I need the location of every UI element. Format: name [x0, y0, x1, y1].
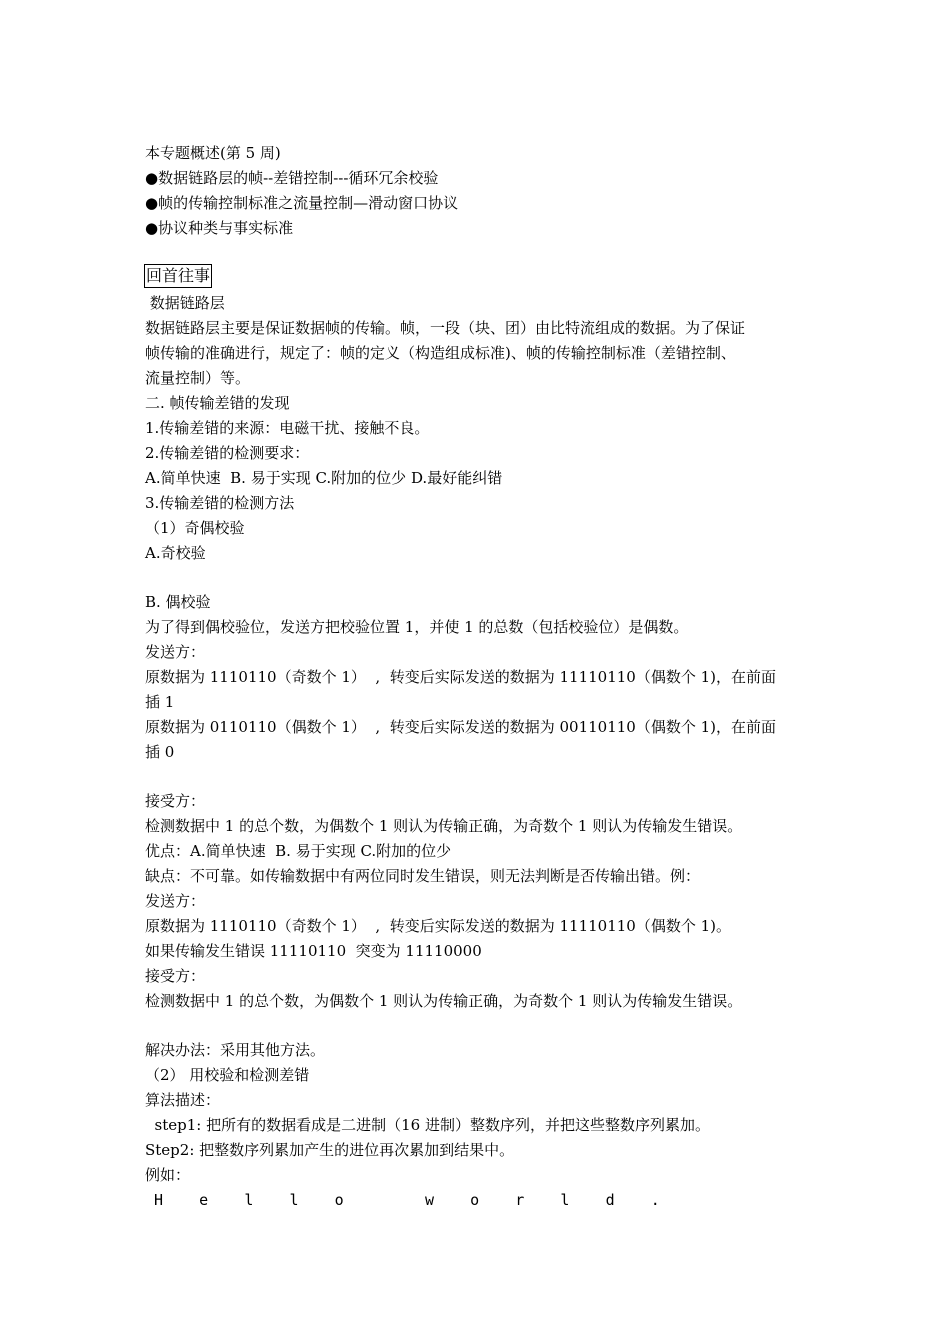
paragraph-line: 算法描述： [145, 1091, 221, 1109]
paragraph-line: Step2: 把整数序列累加产生的进位再次累加到结果中。 [145, 1141, 515, 1159]
summary-item: ●协议种类与事实标准 [145, 219, 294, 237]
paragraph-line: 接受方： [145, 967, 206, 985]
paragraph-line: 如果传输发生错误 11110110 突变为 11110000 [145, 942, 482, 960]
summary-item: ●数据链路层的帧--差错控制---循环冗余校验 [145, 169, 439, 187]
paragraph-line: 检测数据中 1 的总个数，为偶数个 1 则认为传输正确，为奇数个 1 则认为传输发生错误。 [145, 992, 743, 1010]
example-spaced-text: H e l l o w o r l d . [145, 1191, 660, 1209]
paragraph-line: 原数据为 1110110（奇数个 1） , 转变后实际发送的数据为 11110110（偶数个 1)，在前面 [145, 668, 777, 686]
paragraph-line: B. 偶校验 [145, 593, 211, 611]
paragraph-line: 检测数据中 1 的总个数，为偶数个 1 则认为传输正确，为奇数个 1 则认为传输发生错误。 [145, 817, 743, 835]
paragraph-line: 帧传输的准确进行，规定了：帧的定义（构造组成标准)、帧的传输控制标准（差错控制、 [145, 344, 736, 362]
paragraph-line: A.简单快速 B. 易于实现 C.附加的位少 D.最好能纠错 [145, 469, 503, 487]
paragraph-line: （1）奇偶校验 [145, 519, 245, 537]
paragraph-line: 发送方： [145, 643, 206, 661]
paragraph-line: （2） 用校验和检测差错 [145, 1066, 310, 1084]
paragraph-line: A.奇校验 [145, 544, 206, 562]
paragraph-line: 1.传输差错的来源：电磁干扰、接触不良。 [145, 419, 430, 437]
section-heading: 数据链路层 [145, 294, 225, 312]
paragraph-line: 解决办法：采用其他方法。 [145, 1041, 326, 1059]
review-box-label: 回首往事 [144, 264, 212, 288]
paragraph-line: 为了得到偶校验位，发送方把校验位置 1，并使 1 的总数（包括校验位）是偶数。 [145, 618, 689, 636]
paragraph-line: 流量控制）等。 [145, 369, 251, 387]
paragraph-line: 插 1 [145, 693, 175, 711]
summary-title: 本专题概述(第 5 周) [145, 144, 281, 162]
paragraph-line: 接受方： [145, 792, 206, 810]
paragraph-line: 数据链路层主要是保证数据帧的传输。帧，一段（块、团）由比特流组成的数据。为了保证 [145, 319, 746, 337]
paragraph-line: 缺点：不可靠。如传输数据中有两位同时发生错误，则无法判断是否传输出错。例： [145, 867, 701, 885]
paragraph-line: step1: 把所有的数据看成是二进制（16 进制）整数序列，并把这些整数序列累加。 [145, 1116, 710, 1134]
paragraph-line: 例如： [145, 1166, 191, 1184]
paragraph-line: 2.传输差错的检测要求： [145, 444, 310, 462]
paragraph-line: 优点：A.简单快速 B. 易于实现 C.附加的位少 [145, 842, 452, 860]
paragraph-line: 原数据为 0110110（偶数个 1） , 转变后实际发送的数据为 00110110（偶数个 1)，在前面 [145, 718, 777, 736]
paragraph-line: 原数据为 1110110（奇数个 1） , 转变后实际发送的数据为 11110110（偶数个 1)。 [145, 917, 732, 935]
paragraph-line: 3.传输差错的检测方法 [145, 494, 295, 512]
summary-item: ●帧的传输控制标准之流量控制—滑动窗口协议 [145, 194, 459, 212]
paragraph-line: 插 0 [145, 743, 175, 761]
section-heading: 二. 帧传输差错的发现 [145, 394, 290, 412]
paragraph-line: 发送方： [145, 892, 206, 910]
